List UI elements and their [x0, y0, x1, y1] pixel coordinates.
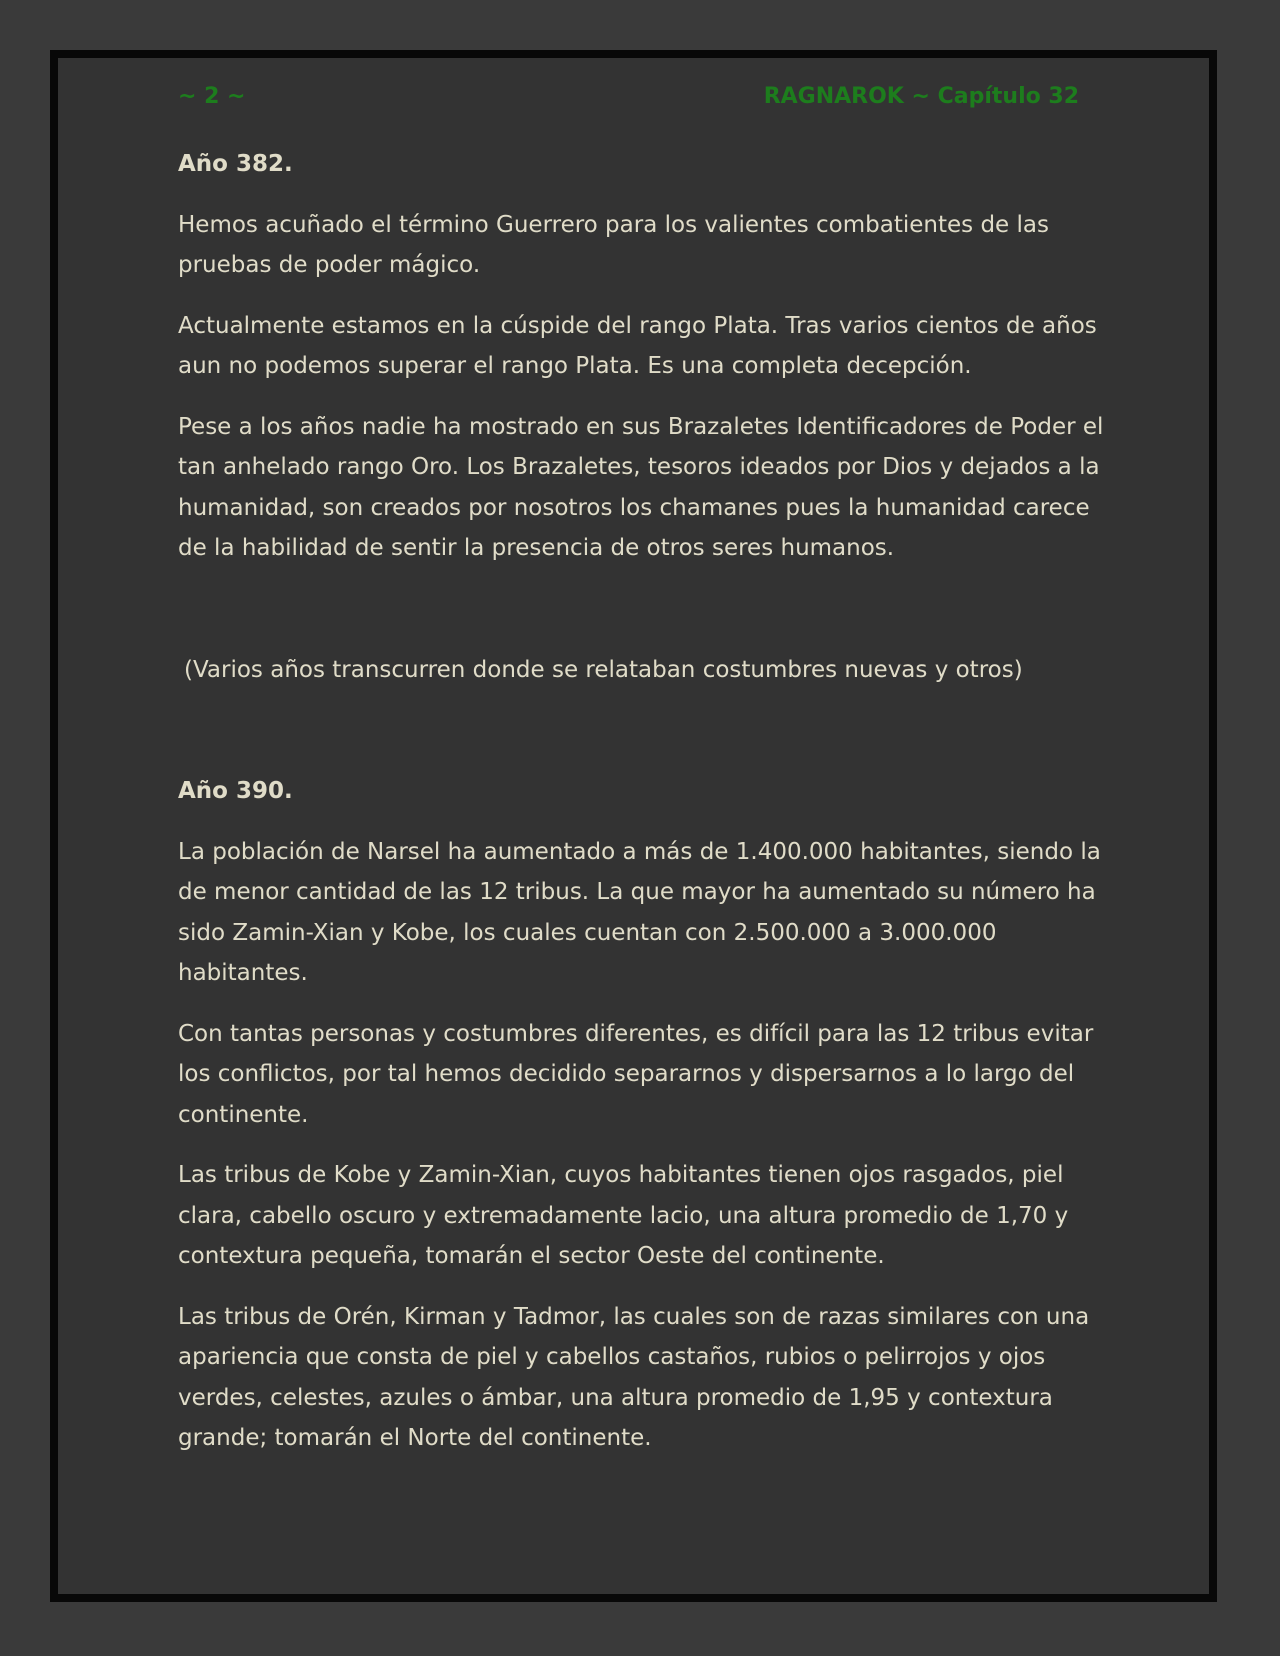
year-heading-390: Año 390.	[178, 778, 293, 804]
paragraph: Las tribus de Orén, Kirman y Tadmor, las cuales son de razas similares con una apariencia que consta de piel y cabellos castaños, rubios o pelirrojos y ojos verdes, celestes, azules o ámbar, una altura promedio de 1,95 y contextura grande; tomarán el Norte del continente.	[178, 1303, 1090, 1451]
page-number: ~ 2 ~	[178, 84, 246, 109]
running-title: RAGNAROK ~ Capítulo 32	[763, 84, 1079, 109]
year-heading-382: Año 382.	[178, 151, 293, 177]
paragraph: Actualmente estamos en la cúspide del rango Plata. Tras varios cientos de años aun no podemos superar el rango Plata. Es una completa decepción.	[178, 312, 1097, 379]
paragraph: La población de Narsel ha aumentado a más de 1.400.000 habitantes, siendo la de menor cantidad de las 12 tribus. La que mayor ha aumentado su número ha sido Zamin-Xian y Kobe, los cuales cuentan con 2.500.000 a 3.000.000 habitantes.	[178, 838, 1101, 986]
paragraph: Las tribus de Kobe y Zamin-Xian, cuyos habitantes tienen ojos rasgados, piel clara, cabello oscuro y extremadamente lacio, una altura promedio de 1,70 y contextura pequeña, tomarán el sector Oeste del continente.	[178, 1162, 1069, 1269]
interlude-note: (Varios años transcurren donde se relataban costumbres nuevas y otros)	[184, 656, 1023, 683]
paragraph: Pese a los años nadie ha mostrado en sus Brazaletes Identificadores de Poder el tan anhelado rango Oro. Los Brazaletes, tesoros ideados por Dios y dejados a la humanidad, son creados por nosotros los chamanes pues la humanidad carece de la habilidad de sentir la presencia de otros seres humanos.	[178, 413, 1104, 561]
page-frame	[50, 50, 1217, 1602]
page-header	[178, 84, 1079, 114]
paragraph: Con tantas personas y costumbres diferentes, es difícil para las 12 tribus evitar los conflictos, por tal hemos decidido separarnos y dispersarnos a lo largo del continente.	[178, 1020, 1094, 1128]
document-body	[178, 144, 1108, 1479]
paragraph: Hemos acuñado el término Guerrero para los valientes combatientes de las pruebas de poder mágico.	[178, 211, 1049, 278]
